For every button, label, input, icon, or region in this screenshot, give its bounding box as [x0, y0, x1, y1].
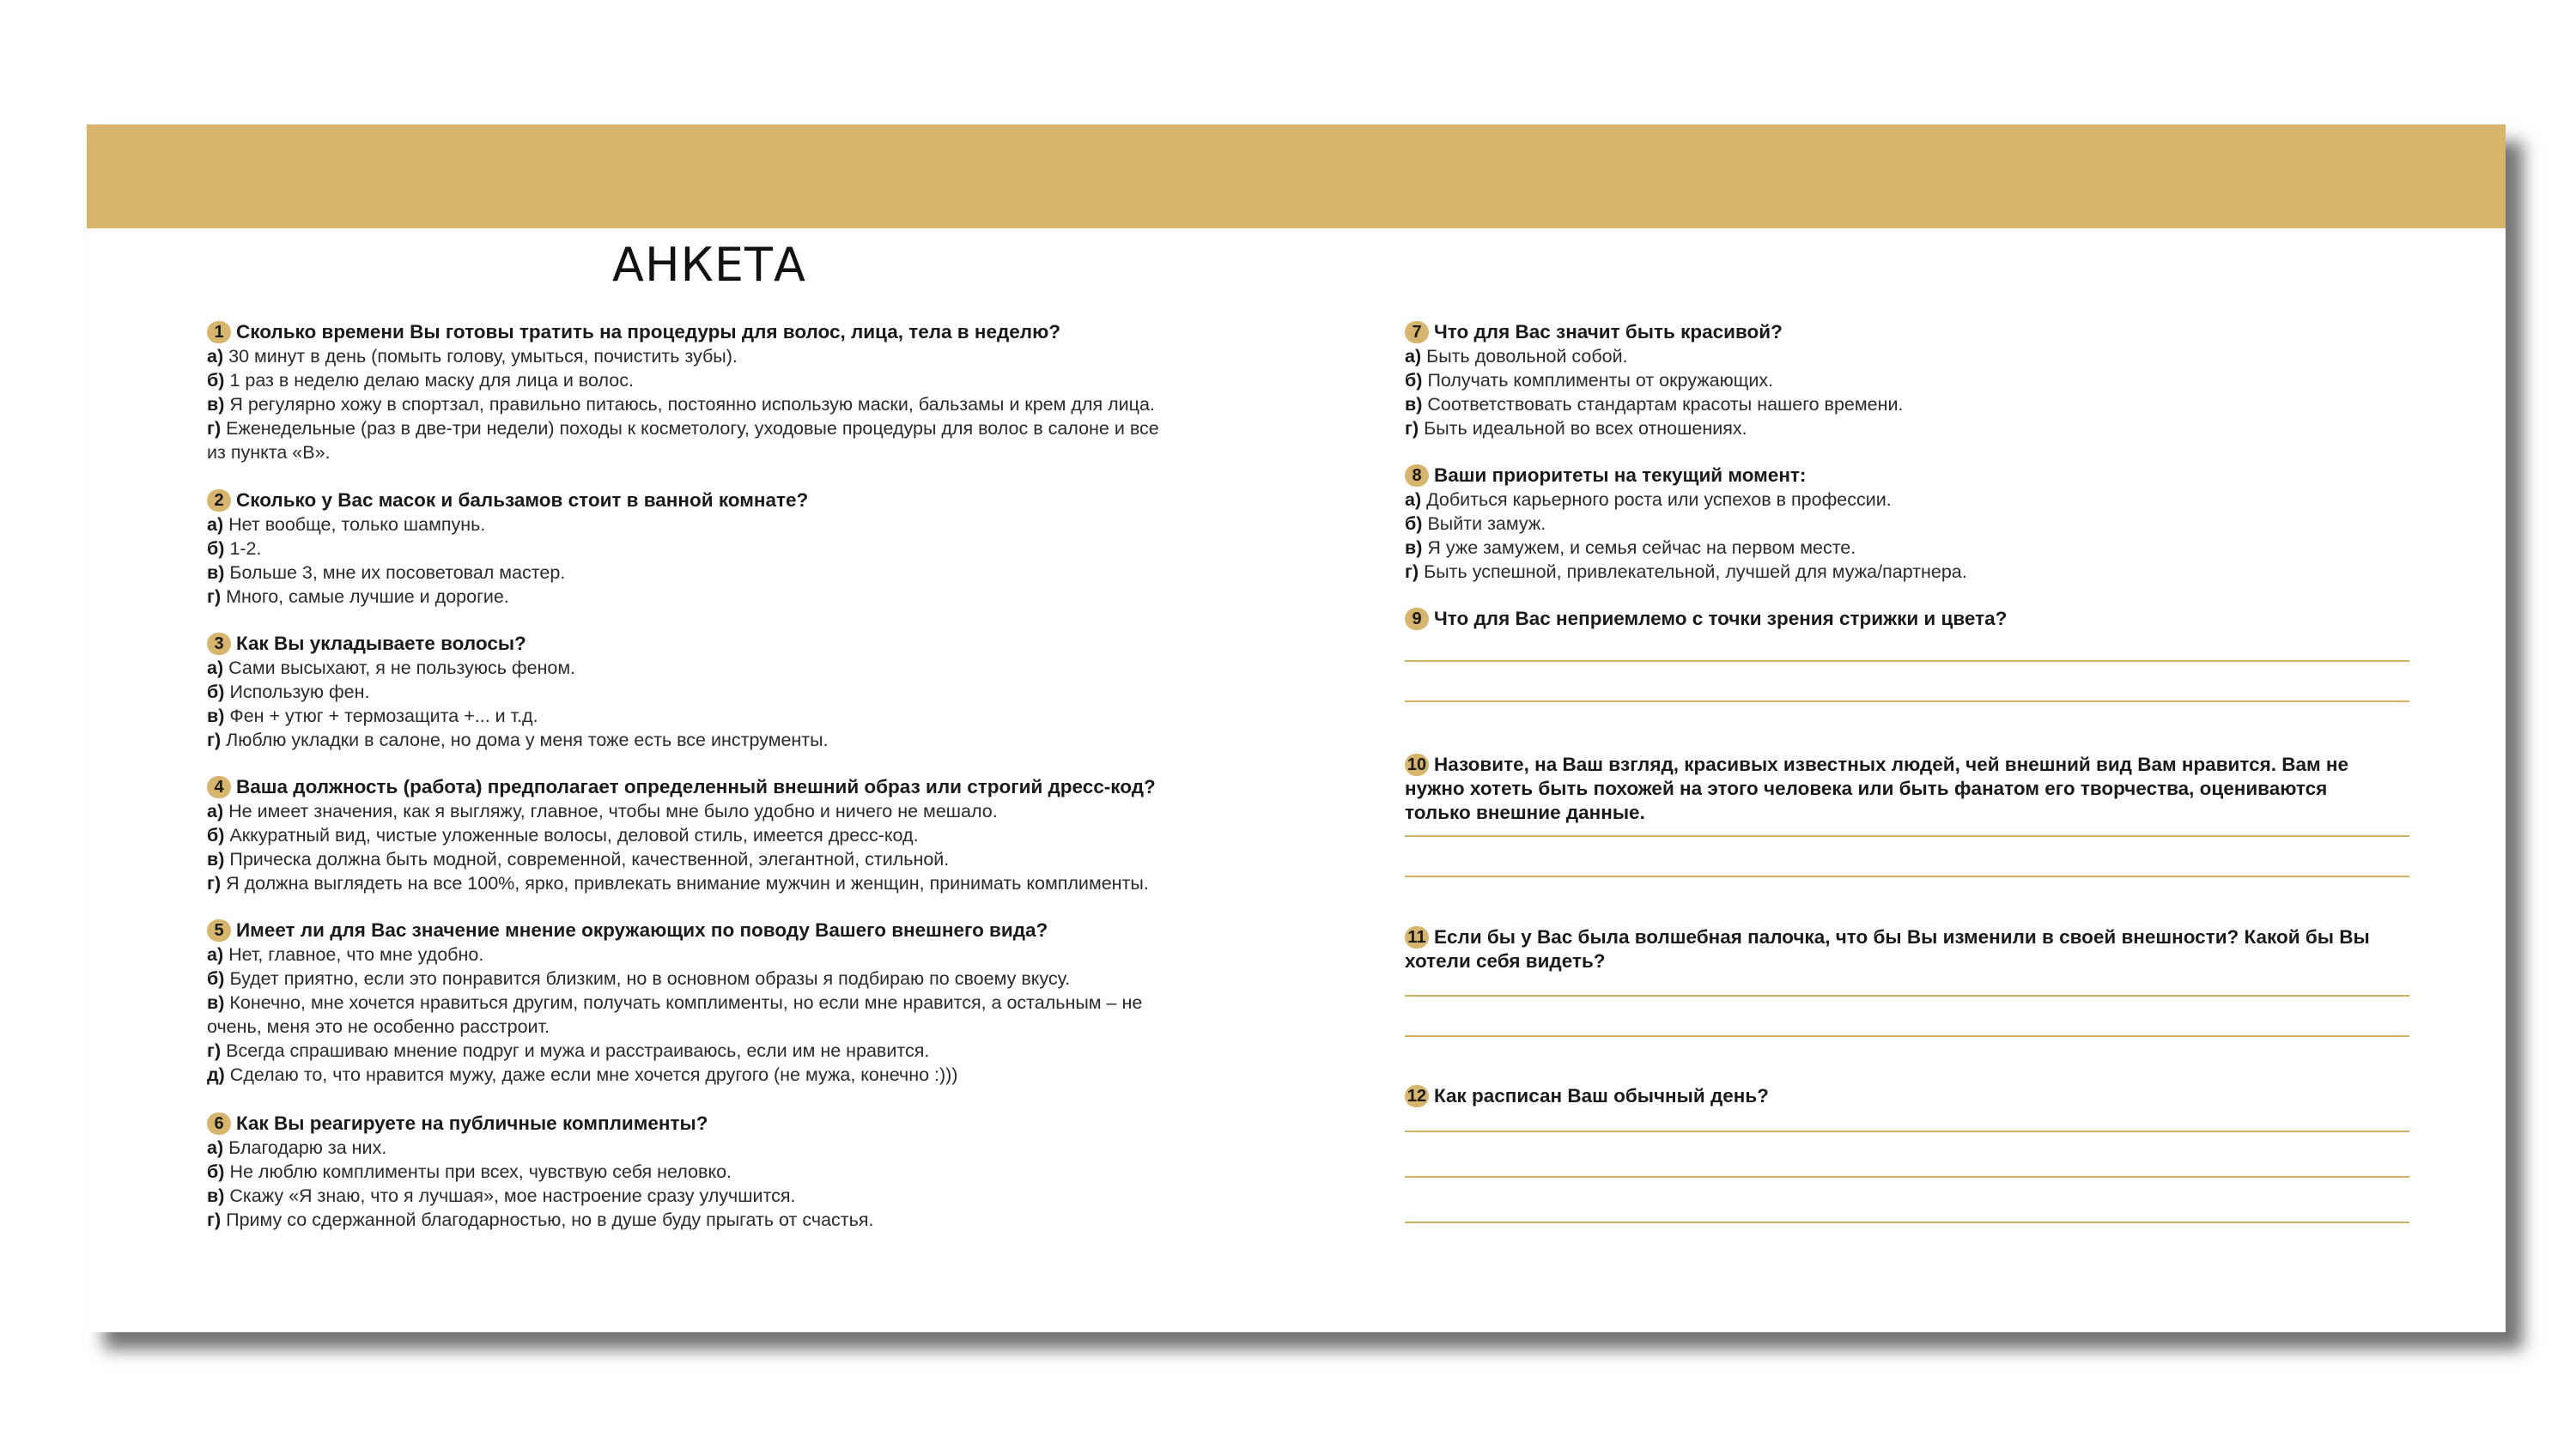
answer-line[interactable]: [1405, 660, 2409, 662]
answer-option: в) Я регулярно хожу в спортзал, правильно питаюсь, постоянно использую маски, бальзамы и крем для лица.: [207, 394, 1155, 415]
answer-option: г) Быть успешной, привлекательной, лучшей для мужа/партнера.: [1405, 561, 1967, 582]
question-text: Что для Вас значит быть красивой?: [1434, 321, 1783, 343]
question-number-badge: 11: [1405, 926, 1429, 949]
answer-option: в) Соответствовать стандартам красоты нашего времени.: [1405, 394, 1904, 415]
question-8: [1405, 464, 2418, 584]
question-3: [207, 632, 1272, 752]
answer-option: г) Еженедельные (раз в две-три недели) походы к косметологу, уходовые процедуры для волос в салоне и все из пункта «В».: [207, 418, 1159, 463]
question-text: Сколько у Вас масок и бальзамов стоит в ванной комнате?: [236, 489, 809, 511]
question-1: [207, 320, 1272, 464]
answer-option: в) Конечно, мне хочется нравиться другим, получать комплименты, но если мне нравится, а остальным – не очень, меня это не особенно расстроит.: [207, 992, 1143, 1037]
question-text: Если бы у Вас была волшебная палочка, что бы Вы изменили в своей внешности? Какой бы Вы хотели себя видеть?: [1405, 926, 2370, 972]
answer-option: б) Будет приятно, если это понравится близким, но в основном образы я подбираю по своему вкусу.: [207, 968, 1071, 989]
question-number-badge: 2: [207, 489, 231, 512]
answer-option: а) 30 минут в день (помыть голову, умыться, почистить зубы).: [207, 346, 738, 367]
answer-line[interactable]: [1405, 700, 2409, 702]
answer-option: б) Использую фен.: [207, 682, 370, 702]
question-12: [1405, 1084, 2418, 1108]
question-text: Ваши приоритеты на текущий момент:: [1434, 464, 1807, 486]
question-text: Имеет ли для Вас значение мнение окружающих по поводу Вашего внешнего вида?: [236, 919, 1048, 941]
answer-option: а) Не имеет значения, как я выгляжу, главное, чтобы мне было удобно и ничего не мешало.: [207, 801, 998, 822]
answer-line[interactable]: [1405, 835, 2409, 837]
question-text: Как Вы укладываете волосы?: [236, 633, 526, 654]
answer-option: г) Быть идеальной во всех отношениях.: [1405, 418, 1747, 439]
question-number-badge: 9: [1405, 608, 1429, 630]
question-text: Сколько времени Вы готовы тратить на процедуры для волос, лица, тела в неделю?: [236, 321, 1061, 343]
answer-option: б) Аккуратный вид, чистые уложенные волосы, деловой стиль, имеется дресс-код.: [207, 825, 919, 846]
question-number-badge: 1: [207, 321, 231, 343]
question-text: Что для Вас неприемлемо с точки зрения стрижки и цвета?: [1434, 608, 2008, 629]
question-text: Ваша должность (работа) предполагает определенный внешний образ или строгий дресс-код?: [236, 776, 1156, 797]
header-band: [87, 124, 2506, 228]
answer-option: д) Сделаю то, что нравится мужу, даже если мне хочется другого (не мужа, конечно :))): [207, 1064, 958, 1085]
answer-option: б) Получать комплименты от окружающих.: [1405, 370, 1774, 391]
question-9: [1405, 607, 2418, 631]
answer-option: г) Люблю укладки в салоне, но дома у меня тоже есть все инструменты.: [207, 730, 829, 750]
answer-option: г) Много, самые лучшие и дорогие.: [207, 586, 509, 607]
answer-line[interactable]: [1405, 1176, 2409, 1178]
answer-option: в) Больше 3, мне их посоветовал мастер.: [207, 562, 566, 583]
answer-option: в) Скажу «Я знаю, что я лучшая», мое настроение сразу улучшится.: [207, 1185, 796, 1206]
answer-option: а) Благодарю за них.: [207, 1137, 387, 1158]
question-text: Как расписан Ваш обычный день?: [1434, 1085, 1769, 1106]
answer-option: а) Быть довольной собой.: [1405, 346, 1628, 367]
questionnaire-sheet: [87, 124, 2506, 1332]
question-11: [1405, 925, 2392, 973]
question-6: [207, 1112, 1272, 1232]
question-5: [207, 919, 1272, 1087]
answer-line[interactable]: [1405, 876, 2409, 877]
answer-option: в) Прическа должна быть модной, современной, качественной, элегантной, стильной.: [207, 849, 950, 870]
answer-option: б) Выйти замуж.: [1405, 513, 1546, 534]
question-number-badge: 8: [1405, 464, 1429, 487]
question-text: Назовите, на Ваш взгляд, красивых известных людей, чей внешний вид Вам нравится. Вам не нужно хотеть быть похожей на этого человека или быть фанатом его творчества, оцениваются только внешние данные.: [1405, 754, 2348, 823]
question-number-badge: 4: [207, 776, 231, 798]
answer-option: а) Сами высыхают, я не пользуюсь феном.: [207, 658, 576, 678]
question-10: [1405, 753, 2392, 825]
question-2: [207, 488, 1272, 609]
answer-option: г) Приму со сдержанной благодарностью, но в душе буду прыгать от счастья.: [207, 1210, 874, 1230]
answer-option: в) Фен + утюг + термозащита +... и т.д.: [207, 706, 538, 726]
answer-option: а) Нет вообще, только шампунь.: [207, 514, 486, 535]
answer-option: б) Не люблю комплименты при всех, чувствую себя неловко.: [207, 1161, 732, 1182]
answer-line[interactable]: [1405, 1131, 2409, 1132]
answer-option: б) 1-2.: [207, 538, 262, 559]
question-number-badge: 7: [1405, 321, 1429, 343]
answer-option: г) Я должна выглядеть на все 100%, ярко, привлекать внимание мужчин и женщин, принимать комплименты.: [207, 873, 1149, 894]
answer-option: г) Всегда спрашиваю мнение подруг и мужа и расстраиваюсь, если им не нравится.: [207, 1040, 930, 1061]
question-7: [1405, 320, 2418, 440]
page-title: АНКЕТА: [612, 238, 806, 292]
answer-line[interactable]: [1405, 1222, 2409, 1223]
question-4: [207, 775, 1272, 895]
answer-line[interactable]: [1405, 1035, 2409, 1037]
question-number-badge: 6: [207, 1113, 231, 1135]
question-text: Как Вы реагируете на публичные комплименты?: [236, 1113, 708, 1134]
answer-option: б) 1 раз в неделю делаю маску для лица и волос.: [207, 370, 634, 391]
answer-option: в) Я уже замужем, и семья сейчас на первом месте.: [1405, 537, 1856, 558]
question-number-badge: 3: [207, 633, 231, 655]
answer-line[interactable]: [1405, 995, 2409, 997]
question-number-badge: 10: [1405, 754, 1429, 776]
question-number-badge: 12: [1405, 1085, 1429, 1107]
answer-option: а) Нет, главное, что мне удобно.: [207, 944, 484, 965]
question-number-badge: 5: [207, 919, 231, 942]
answer-option: а) Добиться карьерного роста или успехов в профессии.: [1405, 489, 1892, 510]
